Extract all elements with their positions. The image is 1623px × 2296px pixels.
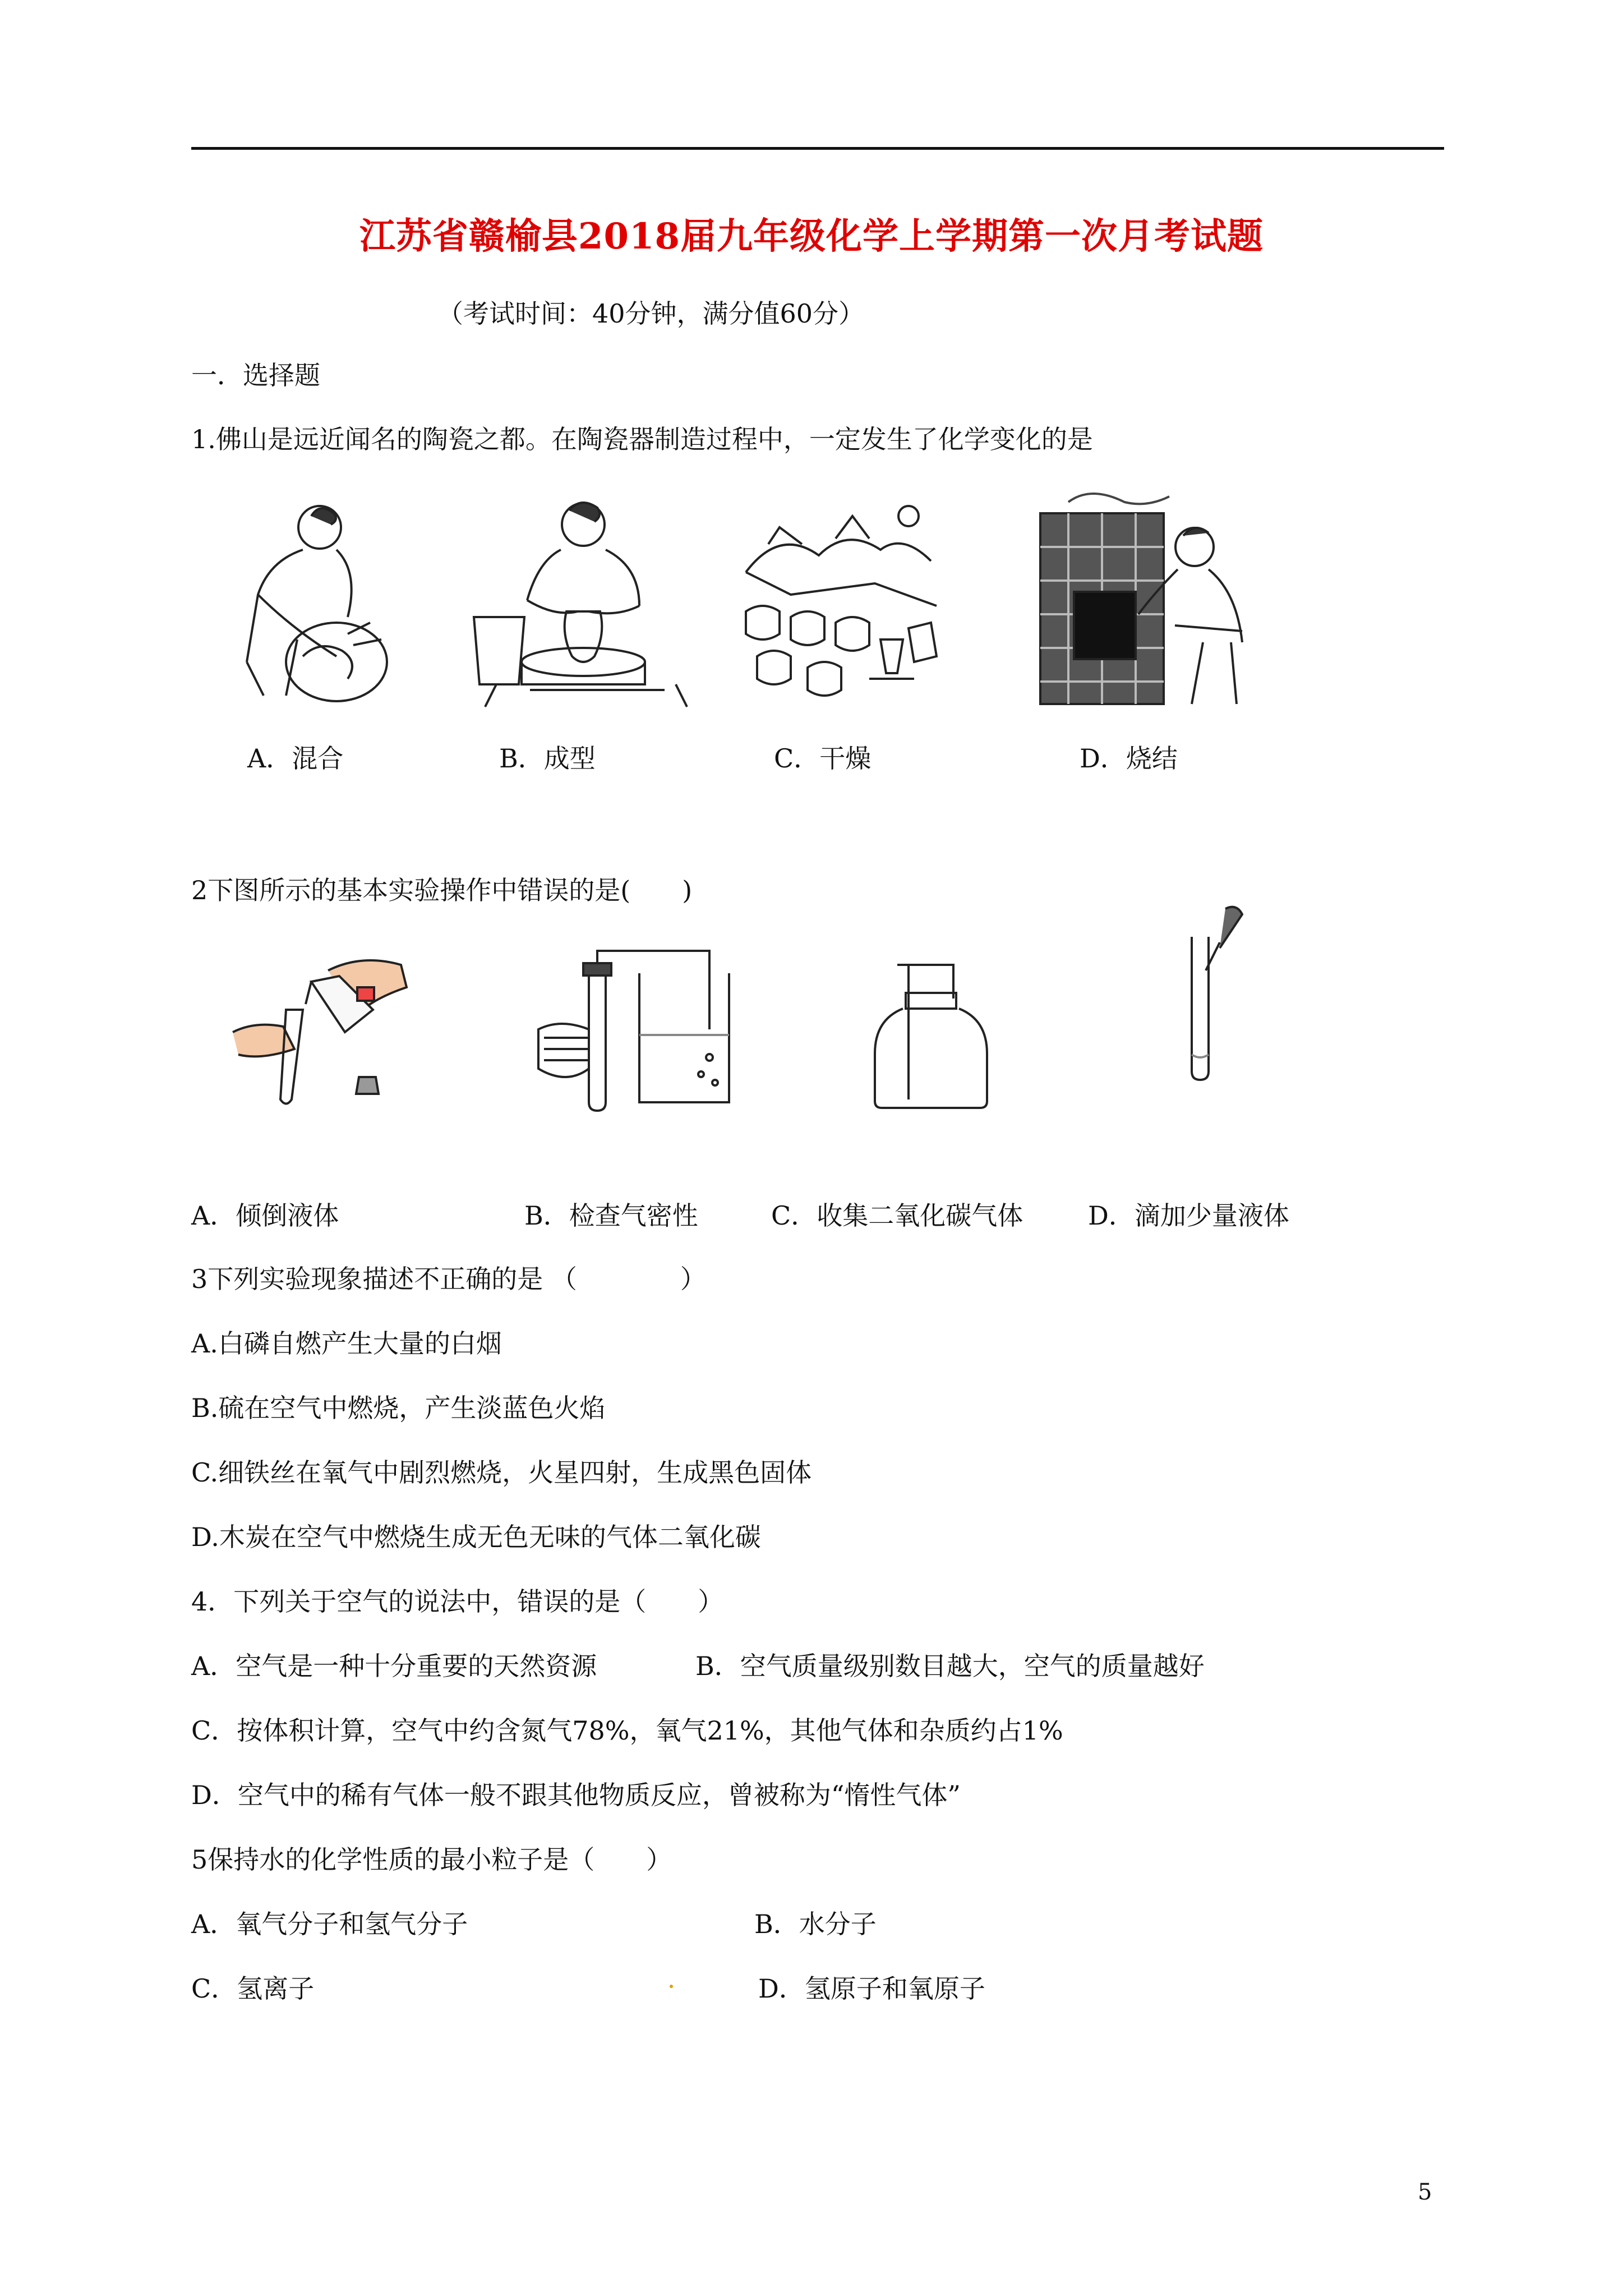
q1-figure-sintering [1035, 491, 1270, 712]
q1-option-d: D．烧结 [1080, 743, 1178, 774]
q4-stem: 4．下列关于空气的说法中，错误的是（ ） [191, 1586, 724, 1617]
q2-option-d: D．滴加少量液体 [1088, 1200, 1289, 1231]
q2-figure-collect-co2 [866, 959, 995, 1111]
q2-figure-pour-liquid [227, 948, 412, 1111]
q2-figure-airtightness [527, 945, 746, 1114]
q1-option-a: A．混合 [247, 743, 344, 774]
q5-option-a: A．氧气分子和氢气分子 [191, 1909, 468, 1939]
q1-figure-mixing [208, 494, 415, 712]
q5-stem: 5保持水的化学性质的最小粒子是（ ） [191, 1844, 672, 1875]
q2-figure-drop-liquid [1169, 903, 1265, 1083]
page-number: 5 [1418, 2179, 1432, 2205]
q2-option-a: A．倾倒液体 [191, 1200, 339, 1231]
q1-figure-shaping [463, 494, 698, 712]
section-heading: 一．选择题 [191, 360, 320, 390]
header-rule [191, 147, 1444, 150]
q1-option-c: C．干燥 [774, 743, 872, 774]
exam-title: 江苏省赣榆县2018届九年级化学上学期第一次月考试题 [359, 215, 1264, 257]
q4-option-d: D．空气中的稀有气体一般不跟其他物质反应，曾被称为“惰性气体” [191, 1780, 961, 1810]
q3-option-d: D.木炭在空气中燃烧生成无色无味的气体二氧化碳 [191, 1522, 761, 1552]
q4-option-b: B．空气质量级别数目越大，空气的质量越好 [695, 1651, 1205, 1681]
q5-option-b: B．水分子 [754, 1909, 877, 1939]
q4-option-c: C．按体积计算，空气中约含氮气78%，氧气21%，其他气体和杂质约占1% [191, 1715, 1063, 1746]
q2-option-b: B．检查气密性 [524, 1200, 698, 1231]
q3-stem: 3下列实验现象描述不正确的是 （ ） [191, 1264, 706, 1294]
q5-option-d: D．氢原子和氧原子 [758, 1973, 985, 2004]
q1-option-b: B．成型 [499, 743, 596, 774]
q4-option-a: A．空气是一种十分重要的天然资源 [191, 1651, 597, 1681]
q2-stem: 2下图所示的基本实验操作中错误的是( ) [191, 875, 693, 905]
stray-mark [670, 1985, 673, 1988]
q2-option-c: C．收集二氧化碳气体 [771, 1200, 1023, 1231]
q3-option-b: B.硫在空气中燃烧，产生淡蓝色火焰 [191, 1393, 606, 1423]
q1-stem: 1.佛山是远近闻名的陶瓷之都。在陶瓷器制造过程中，一定发生了化学变化的是 [191, 424, 1093, 454]
q3-option-a: A.白磷自燃产生大量的白烟 [191, 1328, 502, 1359]
q1-figure-drying [735, 499, 948, 712]
exam-info: （考试时间：40分钟，满分值60分） [437, 298, 865, 329]
q3-option-c: C.细铁丝在氧气中剧烈燃烧，火星四射，生成黑色固体 [191, 1457, 812, 1488]
q5-option-c: C．氢离子 [191, 1973, 315, 2004]
